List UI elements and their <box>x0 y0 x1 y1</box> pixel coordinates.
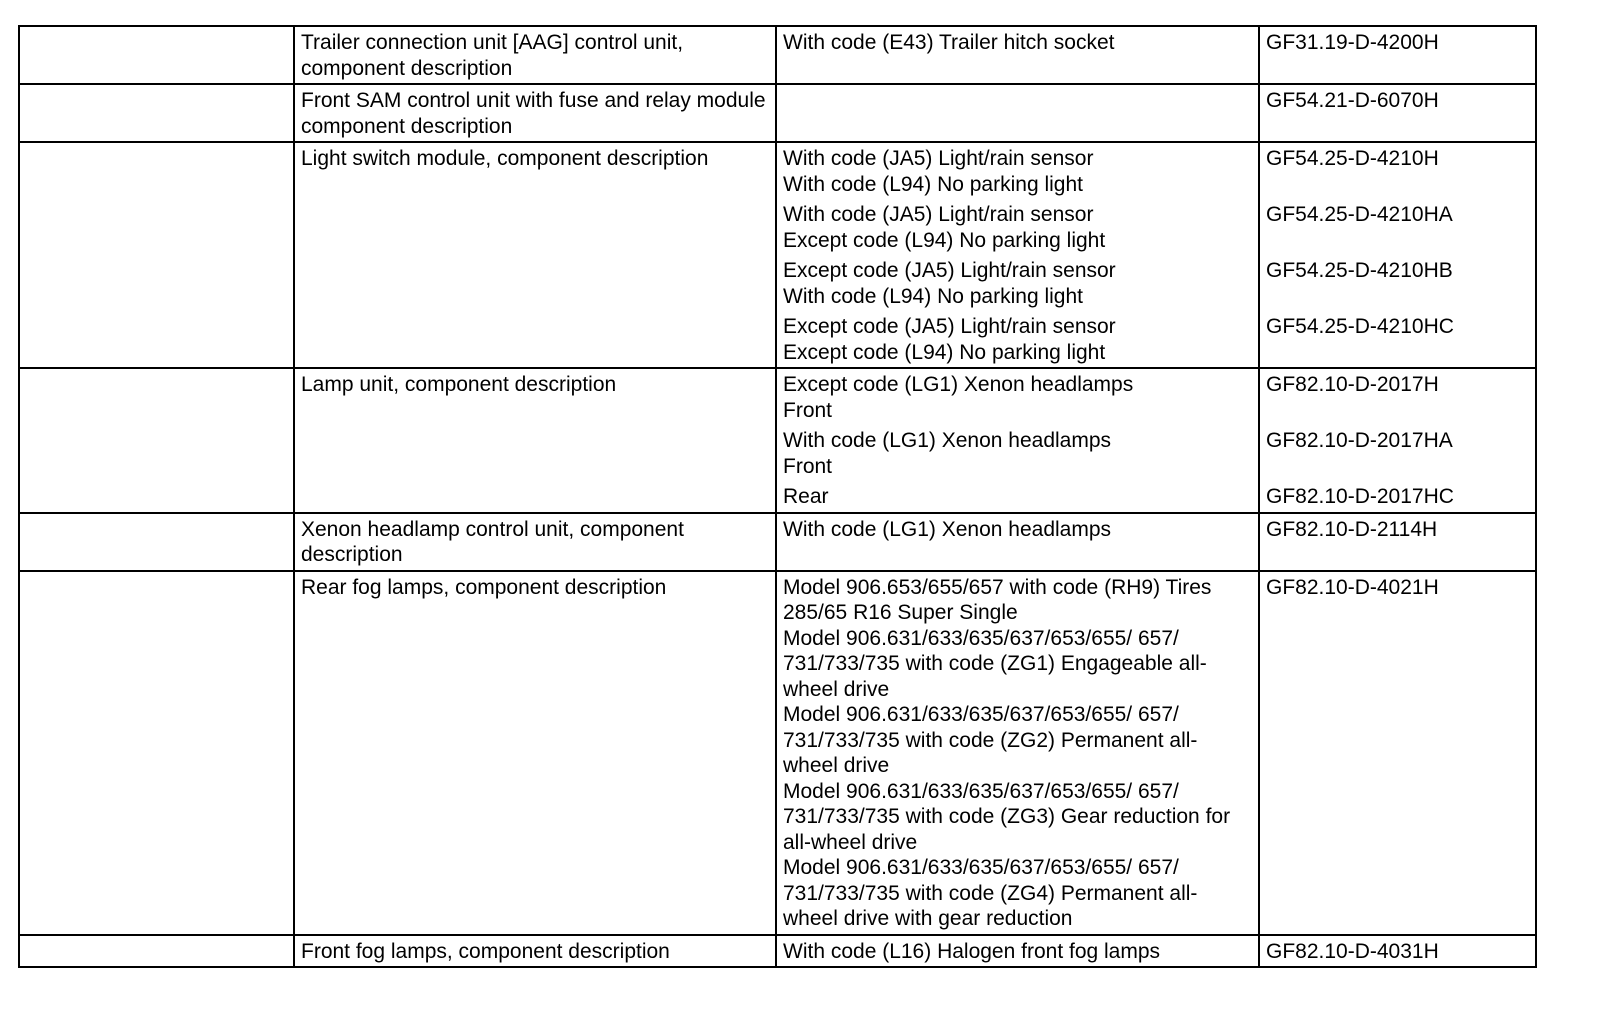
document-cell <box>1259 26 1536 84</box>
condition-line: Front <box>783 398 833 422</box>
document-id: GF54.25-D-4210HC <box>1266 315 1454 338</box>
condition-line: Front <box>783 454 833 478</box>
condition-line: Except code (LG1) Xenon headlamps <box>783 373 1134 396</box>
blank-cell <box>19 84 294 142</box>
table-row <box>19 513 1536 571</box>
condition-line: Except code (L94) No parking light <box>783 228 1106 252</box>
document-group <box>1266 484 1529 510</box>
blank-cell <box>19 513 294 571</box>
document-id: GF82.10-D-2114H <box>1266 517 1438 541</box>
document-group <box>1266 939 1529 965</box>
condition-group <box>783 517 1252 543</box>
condition-line: Model 906.653/655/657 with code (RH9) Tires 285/65 R16 Super Single <box>783 575 1212 624</box>
condition-line: Model 906.631/633/635/637/653/655/ 657/ 731/733/735 with code (ZG1) Engageable all-wheel drive <box>783 626 1207 701</box>
condition-line: With code (L94) No parking light <box>783 172 1083 196</box>
component-cell <box>294 571 776 935</box>
document-group <box>1266 88 1529 114</box>
condition-line: With code (E43) Trailer hitch socket <box>783 31 1115 54</box>
component-name: Front fog lamps, component description <box>301 939 670 963</box>
condition-line: Except code (JA5) Light/rain sensor <box>783 315 1116 338</box>
document-cell <box>1259 368 1536 513</box>
condition-line: With code (JA5) Light/rain sensor <box>783 147 1094 170</box>
condition-group <box>783 428 1252 479</box>
condition-group <box>783 146 1252 197</box>
document-group <box>1266 428 1529 479</box>
document-id: GF82.10-D-4021H <box>1266 575 1439 599</box>
condition-group <box>783 939 1252 965</box>
document-group <box>1266 202 1529 253</box>
condition-cell <box>776 935 1259 968</box>
document-id: GF54.25-D-4210HB <box>1266 259 1453 282</box>
component-name: Front SAM control unit with fuse and relay module component description <box>301 89 766 138</box>
table-row <box>19 84 1536 142</box>
component-cell <box>294 935 776 968</box>
condition-line: Model 906.631/633/635/637/653/655/ 657/ 731/733/735 with code (ZG4) Permanent all-wheel drive with gear reduction <box>783 856 1198 930</box>
component-name: Light switch module, component description <box>301 147 709 170</box>
document-id: GF31.19-D-4200H <box>1266 31 1439 54</box>
table-row <box>19 935 1536 968</box>
condition-group <box>783 575 1252 932</box>
condition-line: Model 906.631/633/635/637/653/655/ 657/ 731/733/735 with code (ZG2) Permanent all-wheel drive <box>783 703 1198 777</box>
condition-group <box>783 30 1252 56</box>
document-group <box>1266 146 1529 197</box>
document-id: GF82.10-D-2017HA <box>1266 429 1453 452</box>
condition-cell <box>776 368 1259 513</box>
document-cell <box>1259 513 1536 571</box>
document-id: GF82.10-D-4031H <box>1266 939 1439 963</box>
document-group <box>1266 575 1529 601</box>
document-id: GF54.25-D-4210HA <box>1266 203 1453 226</box>
condition-group <box>783 484 1252 510</box>
table-body <box>19 26 1536 967</box>
document-cell <box>1259 571 1536 935</box>
condition-line: With code (L94) No parking light <box>783 284 1083 308</box>
blank-cell <box>19 571 294 935</box>
component-reference-table <box>18 25 1537 968</box>
table-row <box>19 368 1536 513</box>
component-name: Rear fog lamps, component description <box>301 575 667 599</box>
condition-cell <box>776 513 1259 571</box>
condition-line: With code (L16) Halogen front fog lamps <box>783 939 1161 963</box>
document-cell <box>1259 84 1536 142</box>
table-row <box>19 571 1536 935</box>
blank-cell <box>19 368 294 513</box>
blank-cell <box>19 142 294 368</box>
document-cell <box>1259 142 1536 368</box>
component-cell <box>294 84 776 142</box>
blank-cell <box>19 26 294 84</box>
condition-cell <box>776 84 1259 142</box>
condition-line: With code (LG1) Xenon headlamps <box>783 429 1112 452</box>
document-id: GF54.21-D-6070H <box>1266 89 1439 112</box>
condition-line: Except code (L94) No parking light <box>783 340 1106 364</box>
document-id: GF54.25-D-4210H <box>1266 147 1439 170</box>
document-group <box>1266 517 1529 543</box>
condition-group <box>783 202 1252 253</box>
component-name: Xenon headlamp control unit, component description <box>301 517 684 566</box>
table-row <box>19 142 1536 368</box>
blank-cell <box>19 935 294 968</box>
document-group <box>1266 372 1529 423</box>
component-cell <box>294 368 776 513</box>
document-cell <box>1259 935 1536 968</box>
component-cell <box>294 26 776 84</box>
condition-group <box>783 372 1252 423</box>
condition-line: With code (LG1) Xenon headlamps <box>783 517 1112 541</box>
condition-group <box>783 314 1252 365</box>
document-group <box>1266 258 1529 309</box>
component-cell <box>294 142 776 368</box>
document-id: GF82.10-D-2017HC <box>1266 485 1454 508</box>
component-cell <box>294 513 776 571</box>
condition-cell <box>776 571 1259 935</box>
condition-cell <box>776 26 1259 84</box>
component-name: Trailer connection unit [AAG] control unit, component description <box>301 31 684 80</box>
table-row <box>19 26 1536 84</box>
document-id: GF82.10-D-2017H <box>1266 373 1439 396</box>
document-group <box>1266 314 1529 340</box>
condition-line: Except code (JA5) Light/rain sensor <box>783 259 1116 282</box>
condition-cell <box>776 142 1259 368</box>
condition-line: Rear <box>783 485 829 508</box>
component-name: Lamp unit, component description <box>301 373 617 396</box>
condition-line: With code (JA5) Light/rain sensor <box>783 203 1094 226</box>
condition-line: Model 906.631/633/635/637/653/655/ 657/ 731/733/735 with code (ZG3) Gear reduction for all-wheel drive <box>783 779 1231 854</box>
condition-group <box>783 258 1252 309</box>
document-group <box>1266 30 1529 56</box>
